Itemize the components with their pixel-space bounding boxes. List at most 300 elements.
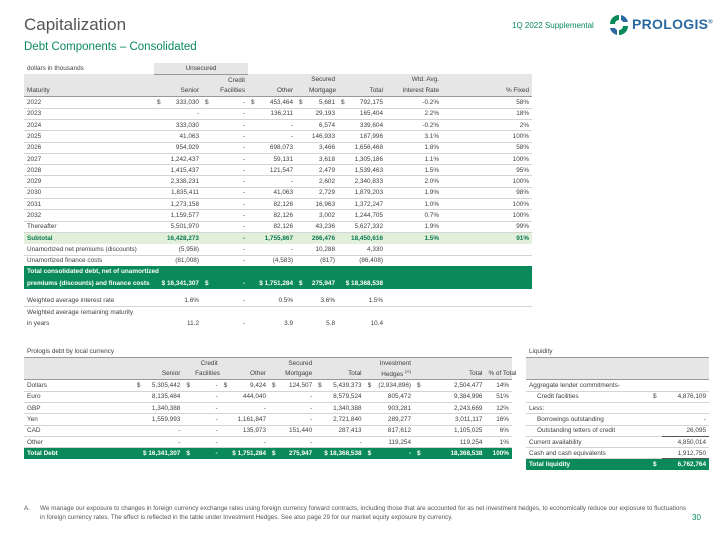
unsecured-group-header: Unsecured: [154, 63, 248, 74]
row-value: 453,464: [258, 97, 296, 108]
table-row: [24, 153, 532, 164]
row-value: $: [202, 97, 212, 108]
header-interest-rate: Interest Rate: [386, 86, 442, 97]
row-value: -: [212, 108, 248, 119]
row-value: 1.0%: [386, 199, 442, 210]
table-row: [24, 97, 532, 108]
table-cell: 100%: [485, 448, 512, 459]
row-value: 43,236: [306, 221, 338, 232]
row-value: [296, 131, 306, 142]
row-label: 2031: [24, 199, 154, 210]
row-value: 2.0%: [386, 176, 442, 187]
row-label: 2032: [24, 210, 154, 221]
logo-mark-icon: [608, 13, 630, 37]
row-value: 339,604: [348, 119, 386, 130]
liquidity-value: 1,912,750: [662, 448, 709, 459]
header-credit: Credit: [192, 357, 221, 368]
row-value: 1,755,867: [258, 232, 296, 243]
table-cell: [134, 357, 143, 368]
table-row: [24, 221, 532, 232]
row-value: 1.1%: [386, 153, 442, 164]
row-value: 1,340,388: [324, 402, 365, 413]
row-value: 146,933: [306, 131, 338, 142]
row-value: [296, 199, 306, 210]
table-cell: [526, 357, 709, 368]
row-value: $: [315, 380, 324, 391]
row-value: -: [258, 244, 296, 255]
row-label: Unamortized net premiums (discounts): [24, 244, 154, 255]
table-cell: [315, 369, 324, 380]
row-value: [134, 414, 143, 425]
table-cell: [338, 86, 348, 97]
row-label: 2024: [24, 119, 154, 130]
row-value: [386, 255, 442, 266]
table-row: [24, 176, 532, 187]
row-value: 289,277: [373, 414, 414, 425]
row-value: [154, 255, 164, 266]
row-value: 5,627,332: [348, 221, 386, 232]
table-cell: [258, 306, 296, 317]
table-cell: [154, 86, 164, 97]
row-value: 187,996: [348, 131, 386, 142]
row-value: [296, 221, 306, 232]
currency-row: [24, 402, 512, 413]
table-cell: [348, 306, 386, 317]
table-cell: [202, 74, 212, 85]
row-value: -: [192, 380, 221, 391]
table-cell: [414, 369, 423, 380]
table-cell: [338, 306, 348, 317]
row-value: [154, 176, 164, 187]
row-value: $: [269, 380, 278, 391]
row-value: [134, 391, 143, 402]
row-value: [202, 210, 212, 221]
row-value: [248, 153, 258, 164]
total-label: Total liquidity: [526, 459, 650, 470]
total-row-2: [24, 278, 532, 289]
row-label: Dollars: [24, 380, 134, 391]
currency-symbol: $: [650, 459, 662, 470]
currency-symbol: [650, 436, 662, 447]
table-cell: $ 18,368,538: [315, 448, 364, 459]
row-value: [296, 210, 306, 221]
total-secured: 275,947: [306, 278, 338, 289]
table-cell: [164, 74, 202, 85]
liquidity-row: [526, 391, 709, 402]
row-value: -: [192, 402, 221, 413]
wam-label: in years: [27, 319, 50, 327]
row-value: 1,372,247: [348, 199, 386, 210]
table-caption: Liquidity: [526, 346, 709, 357]
row-value: [202, 176, 212, 187]
header-row-2: [24, 369, 512, 380]
row-value: 9,424: [229, 380, 269, 391]
row-value: [154, 108, 164, 119]
row-value: [202, 221, 212, 232]
row-value: 58%: [442, 97, 532, 108]
row-value: 1,105,025: [423, 425, 486, 436]
row-value: [338, 142, 348, 153]
row-value: 2,340,833: [348, 176, 386, 187]
row-value: 2,602: [306, 176, 338, 187]
row-value: 2,338,231: [164, 176, 202, 187]
table-cell: [386, 266, 442, 277]
row-value: [248, 131, 258, 142]
row-value: [296, 176, 306, 187]
page-number: 30: [692, 513, 701, 522]
row-value: -: [212, 210, 248, 221]
liquidity-value: 4,876,109: [662, 391, 709, 402]
header-maturity: Maturity: [24, 86, 154, 97]
row-value: [154, 187, 164, 198]
row-value: -: [212, 199, 248, 210]
total-debt-row: [24, 448, 512, 459]
logo-wordmark: PROLOGIS: [632, 16, 709, 32]
table-cell: [386, 278, 442, 289]
row-value: [202, 187, 212, 198]
row-value: [248, 221, 258, 232]
row-value: 99%: [442, 221, 532, 232]
table-cell: 5.8: [326, 319, 336, 327]
page-subtitle: Debt Components – Consolidated: [24, 41, 197, 53]
row-value: [269, 425, 278, 436]
row-value: [202, 142, 212, 153]
row-value: [296, 153, 306, 164]
row-value: [221, 425, 230, 436]
table-cell: -: [212, 295, 248, 306]
row-value: [248, 142, 258, 153]
row-label: 2027: [24, 153, 154, 164]
total-label: premiums (discounts) and finance costs: [24, 278, 154, 289]
header-senior: Senior: [164, 86, 202, 97]
table-cell: [348, 74, 386, 85]
row-value: [296, 187, 306, 198]
row-value: [221, 436, 230, 447]
table-cell: 11.2: [187, 319, 199, 327]
row-value: -: [212, 187, 248, 198]
row-value: -: [278, 414, 315, 425]
row-value: [202, 232, 212, 243]
row-value: 0.7%: [386, 210, 442, 221]
row-value: -: [324, 436, 365, 447]
row-value: 1.9%: [386, 187, 442, 198]
row-value: 2,504,477: [423, 380, 486, 391]
row-value: [221, 391, 230, 402]
table-cell: 3.6%: [306, 295, 338, 306]
table-cell: 1.5%: [348, 295, 386, 306]
row-value: [154, 199, 164, 210]
table-cell: [386, 295, 442, 306]
row-value: 1%: [485, 436, 512, 447]
table-cell: -: [242, 319, 246, 327]
table-cell: [526, 369, 709, 380]
row-value: [202, 131, 212, 142]
table-caption: dollars in thousands: [27, 65, 84, 73]
row-label: 2030: [24, 187, 154, 198]
row-value: [315, 402, 324, 413]
currency-row: [24, 414, 512, 425]
row-value: 954,929: [164, 142, 202, 153]
row-value: 1,159,577: [164, 210, 202, 221]
table-cell: [164, 306, 202, 317]
row-value: 3,011,117: [423, 414, 486, 425]
row-value: (81,008): [175, 257, 199, 265]
row-value: 29,193: [306, 108, 338, 119]
liquidity-label: Outstanding letters of credit: [526, 425, 650, 436]
table-cell: [164, 266, 202, 277]
row-value: 18,450,616: [348, 232, 386, 243]
maturity-table: [24, 63, 532, 329]
table-cell: [306, 306, 338, 317]
header-facilities: Facilities: [192, 369, 221, 380]
row-value: 6,574: [306, 119, 338, 130]
caption-row: [24, 63, 532, 74]
table-cell: [221, 369, 230, 380]
table-cell: [248, 86, 258, 97]
row-value: [315, 425, 324, 436]
table-cell: 10.4: [370, 319, 384, 327]
row-value: 58%: [442, 142, 532, 153]
table-row: [24, 142, 532, 153]
row-value: [269, 391, 278, 402]
table-cell: [154, 306, 164, 317]
table-row: [24, 108, 532, 119]
row-value: [365, 402, 374, 413]
row-value: 100%: [442, 176, 532, 187]
table-cell: [248, 74, 258, 85]
row-value: $: [221, 380, 230, 391]
local-currency-table: [24, 346, 517, 459]
row-value: $: [134, 380, 143, 391]
row-value: 82,126: [258, 199, 296, 210]
row-value: -: [258, 119, 296, 130]
row-value: 100%: [442, 131, 532, 142]
row-value: [154, 244, 164, 255]
row-value: 1.5%: [386, 232, 442, 243]
header-wtd-avg: Wtd. Avg.: [386, 74, 442, 85]
table-cell: [202, 86, 212, 97]
row-value: [202, 199, 212, 210]
header-fixed: % Fixed: [442, 86, 532, 97]
total-row-1: [24, 266, 532, 277]
row-value: [202, 153, 212, 164]
row-value: [338, 153, 348, 164]
table-cell: [414, 357, 423, 368]
row-value: [248, 176, 258, 187]
row-value: 5,439,373: [324, 380, 365, 391]
row-value: [183, 425, 192, 436]
row-value: [202, 119, 212, 130]
row-value: 1,244,705: [348, 210, 386, 221]
row-value: [296, 165, 306, 176]
liquidity-label: Credit facilities: [526, 391, 650, 402]
row-value: 151,440: [278, 425, 315, 436]
table-cell: [24, 74, 154, 85]
spacer-row: [526, 357, 709, 368]
row-value: [338, 187, 348, 198]
row-value: 3.1%: [386, 131, 442, 142]
subtotal-row: [24, 232, 532, 243]
table-cell: [212, 266, 248, 277]
liquidity-row: [526, 380, 709, 391]
table-row: [24, 187, 532, 198]
row-value: 1,835,411: [164, 187, 202, 198]
total-other: $ 1,751,284: [248, 278, 296, 289]
row-value: [134, 402, 143, 413]
table-cell: [248, 266, 258, 277]
row-value: [296, 232, 306, 243]
total-all: $ 18,368,538: [338, 278, 386, 289]
row-value: -: [212, 119, 248, 130]
header-other: Other: [258, 86, 296, 97]
header-row-1: [24, 74, 532, 85]
row-value: -0.2%: [386, 119, 442, 130]
currency-symbol: [650, 402, 662, 413]
liquidity-row: [526, 436, 709, 447]
row-value: 1,340,388: [143, 402, 184, 413]
row-value: -: [229, 436, 269, 447]
row-value: [202, 255, 212, 266]
table-cell: [143, 357, 184, 368]
row-value: 16%: [485, 414, 512, 425]
row-value: [154, 119, 164, 130]
table-cell: $: [269, 448, 278, 459]
table-cell: 18,368,538: [423, 448, 486, 459]
table-cell: [442, 306, 532, 317]
row-value: 6%: [485, 425, 512, 436]
row-value: -0.2%: [386, 97, 442, 108]
liquidity-label: Borrowings outstanding: [526, 414, 650, 425]
row-value: 2,721,840: [324, 414, 365, 425]
table-cell: [296, 74, 306, 85]
row-value: -: [242, 257, 246, 265]
row-value: [338, 119, 348, 130]
prologis-logo: [608, 11, 714, 39]
table-cell: [423, 357, 486, 368]
row-value: [315, 436, 324, 447]
table-cell: [269, 357, 278, 368]
row-value: [414, 402, 423, 413]
table-cell: [183, 369, 192, 380]
row-value: [296, 108, 306, 119]
liquidity-row: [526, 425, 709, 436]
row-value: 1,539,463: [348, 165, 386, 176]
row-value: 119,254: [423, 436, 486, 447]
row-value: -: [212, 165, 248, 176]
row-value: -: [212, 97, 248, 108]
row-value: [296, 142, 306, 153]
currency-symbol: [650, 414, 662, 425]
row-value: -: [212, 232, 248, 243]
row-value: [414, 425, 423, 436]
row-value: [338, 165, 348, 176]
row-value: 1.5%: [386, 165, 442, 176]
row-value: [221, 414, 230, 425]
table-cell: [386, 318, 442, 329]
liquidity-label: Aggregate lender commitments-: [526, 380, 650, 391]
table-cell: -: [373, 448, 414, 459]
row-value: 16,428,273: [164, 232, 202, 243]
currency-symbol: [650, 380, 662, 391]
currency-symbol: [650, 425, 662, 436]
row-value: [315, 414, 324, 425]
row-value: [338, 244, 348, 255]
row-value: [338, 176, 348, 187]
table-cell: [324, 357, 365, 368]
liquidity-value: 4,850,014: [662, 436, 709, 447]
table-cell: [248, 63, 532, 74]
row-value: -: [192, 414, 221, 425]
row-value: 41,063: [258, 187, 296, 198]
row-value: 8,135,484: [143, 391, 184, 402]
header-mortgage: Mortgage: [278, 369, 315, 380]
table-cell: [202, 295, 212, 306]
row-label: 2025: [24, 131, 154, 142]
row-value: -: [258, 176, 296, 187]
caption-row: [24, 346, 512, 357]
row-value: 9,384,996: [423, 391, 486, 402]
table-cell: 3.9: [284, 319, 294, 327]
liquidity-row: [526, 414, 709, 425]
row-value: 2,479: [306, 165, 338, 176]
row-value: [154, 153, 164, 164]
table-cell: [229, 357, 269, 368]
row-value: [202, 165, 212, 176]
row-value: 1,879,203: [348, 187, 386, 198]
header-total: Total: [348, 86, 386, 97]
table-cell: [248, 295, 258, 306]
wair-row: [24, 295, 532, 306]
row-value: [269, 402, 278, 413]
row-value: -: [192, 436, 221, 447]
liquidity-value: -: [662, 414, 709, 425]
table-cell: [365, 357, 374, 368]
row-value: -: [229, 402, 269, 413]
wam-label: Weighted average remaining maturity: [27, 308, 134, 316]
row-value: [338, 210, 348, 221]
row-value: 4,330: [348, 244, 386, 255]
row-value: $: [365, 380, 374, 391]
table-cell: [338, 266, 348, 277]
row-value: [248, 199, 258, 210]
row-value: [183, 402, 192, 413]
row-value: 2.2%: [386, 108, 442, 119]
row-value: 124,507: [278, 380, 315, 391]
header-other: Other: [229, 369, 269, 380]
row-value: [154, 142, 164, 153]
row-value: -: [258, 131, 296, 142]
row-value: 1,242,437: [164, 153, 202, 164]
caption-row: [526, 346, 709, 357]
table-cell: [338, 295, 348, 306]
row-value: 100%: [442, 153, 532, 164]
row-value: [202, 108, 212, 119]
liquidity-value: [662, 402, 709, 413]
header-pct-total: % of Total: [485, 369, 512, 380]
row-value: 41,063: [164, 131, 202, 142]
row-value: [154, 232, 164, 243]
table-cell: 0.5%: [258, 295, 296, 306]
table-cell: [485, 357, 512, 368]
row-value: 100%: [442, 210, 532, 221]
row-value: [154, 165, 164, 176]
row-value: -: [278, 402, 315, 413]
row-label: Thereafter: [24, 221, 154, 232]
table-cell: [258, 74, 296, 85]
row-value: [338, 232, 348, 243]
row-value: 287,413: [324, 425, 365, 436]
row-value: 1,305,186: [348, 153, 386, 164]
